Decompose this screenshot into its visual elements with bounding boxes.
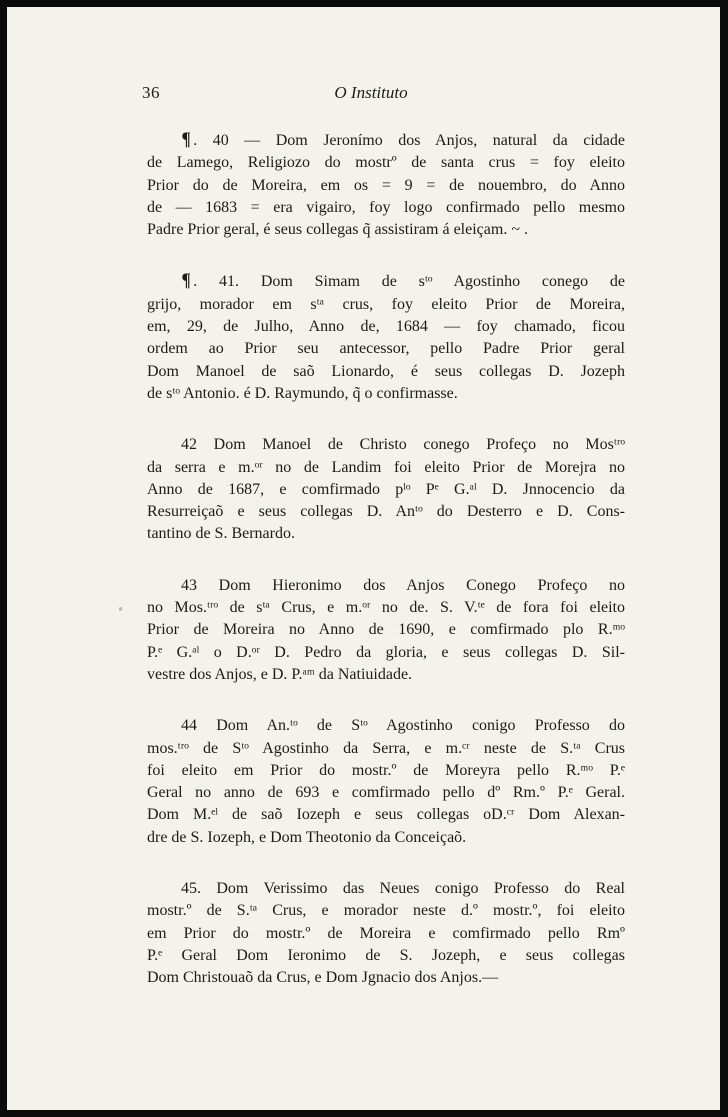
entry-42	[147, 434, 625, 545]
entry-line: de Lamego, Religiozo do mostrº de santa crus = foy eleito	[147, 154, 625, 172]
entry-line: P.ᵉ Geral Dom Ieronimo de S. Jozeph, e seus collegas	[147, 946, 625, 964]
entry-line: 43 Dom Hieronimo dos Anjos Conego Profeço no	[181, 576, 625, 594]
entry-line: foi eleito em Prior do mostr.º de Moreyra pello R.ᵐᵒ P.ᵉ	[147, 761, 625, 779]
pilcrow-mark: ¶	[181, 270, 191, 292]
entry-line: no Mos.ᵗʳᵒ de sᵗᵃ Crus, e m.ᵒʳ no de. S. V.ᵗᵉ de fora foi eleito	[147, 599, 625, 617]
entry-line: Dom Christouaõ da Crus, e Dom Jgnacio dos Anjos.—	[147, 969, 499, 987]
pilcrow-mark: ¶	[181, 129, 191, 150]
entry-line: 42 Dom Manoel de Christo conego Profeço no Mosᵗʳᵒ	[181, 436, 625, 454]
document-page	[7, 7, 720, 1110]
entry-line: mostr.º de S.ᵗᵃ Crus, e morador neste d.º mostr.º, foi eleito	[147, 902, 625, 920]
page-header	[7, 83, 720, 111]
entry-line: Prior de Moreira no Anno de 1690, e comfirmado plo R.ᵐᵒ	[147, 621, 625, 639]
entry-line: Anno de 1687, e comfirmado pˡᵒ Pᵉ G.ᵃˡ D. Jnnocencio da	[147, 480, 625, 498]
entry-line: grijo, morador em sᵗᵃ crus, foy eleito Prior de Moreira,	[147, 295, 625, 313]
entry-41	[147, 270, 625, 405]
entry-line: mos.ᵗʳᵒ de Sᵗᵒ Agostinho da Serra, e m.ᶜʳ neste de S.ᵗᵃ Crus	[147, 739, 625, 757]
entry-line: tantino de S. Bernardo.	[147, 525, 295, 543]
entry-44	[147, 715, 625, 849]
entry-line: da serra e m.ᵒʳ no de Landim foi eleito Prior de Morejra no	[147, 458, 625, 476]
entry-line: de — 1683 = era vigairo, foy logo confirmado pello mesmo	[147, 198, 625, 216]
entry-line: em Prior do mostr.º de Moreira e comfirmado pello Rmº	[147, 924, 625, 942]
entry-line: P.ᵉ G.ᵃˡ o D.ᵒʳ D. Pedro da gloria, e seus collegas D. Sil-	[147, 643, 625, 661]
entry-line: dre de S. Iozeph, e Dom Theotonio da Conceiçaõ.	[147, 828, 467, 846]
entry-line: 45. Dom Verissimo das Neues conigo Professo do Real	[181, 880, 625, 898]
entry-line: Padre Prior geral, é seus collegas q̃ assistiram á eleiçam. ~ .	[147, 221, 528, 239]
entry-40	[147, 129, 625, 241]
entry-line: Dom M.ᵉˡ de saõ Iozeph e seus collegas oD.ᶜʳ Dom Alexan-	[147, 806, 625, 824]
entry-line: Geral no anno de 693 e comfirmado pello dº Rm.º P.ᵉ Geral.	[147, 784, 625, 802]
entry-line: ¶ . 41. Dom Simam de sᵗᵒ Agostinho conego de	[181, 270, 625, 292]
entry-line: Dom Manoel de saõ Lionardo, é seus collegas D. Jozeph	[147, 362, 625, 380]
entry-line: ¶ . 40 — Dom Jeronímo dos Anjos, natural da cidade	[181, 129, 625, 150]
page-number: 36	[142, 83, 160, 102]
document-body	[147, 129, 625, 1019]
running-title: O Instituto	[334, 83, 408, 102]
entry-line: de sᵗᵒ Antonio. é D. Raymundo, q̃ o confirmasse.	[147, 384, 458, 402]
entry-43	[147, 575, 625, 686]
paper-speck	[119, 607, 122, 611]
entry-line: vestre dos Anjos, e D. P.ᵃᵐ da Natiuidade.	[147, 665, 413, 683]
entry-line: 44 Dom An.ᵗᵒ de Sᵗᵒ Agostinho conigo Professo do	[181, 717, 625, 735]
entry-line: em, 29, de Julho, Anno de, 1684 — foy chamado, ficou	[147, 318, 625, 336]
entry-line: Resurreiçaõ e seus collegas D. Anᵗᵒ do Desterro e D. Cons-	[147, 503, 625, 521]
entry-line: Prior do de Moreira, em os = 9 = de nouembro, do Anno	[147, 176, 625, 194]
entry-line: ordem ao Prior seu antecessor, pello Padre Prior geral	[147, 340, 625, 358]
entry-45	[147, 878, 625, 989]
